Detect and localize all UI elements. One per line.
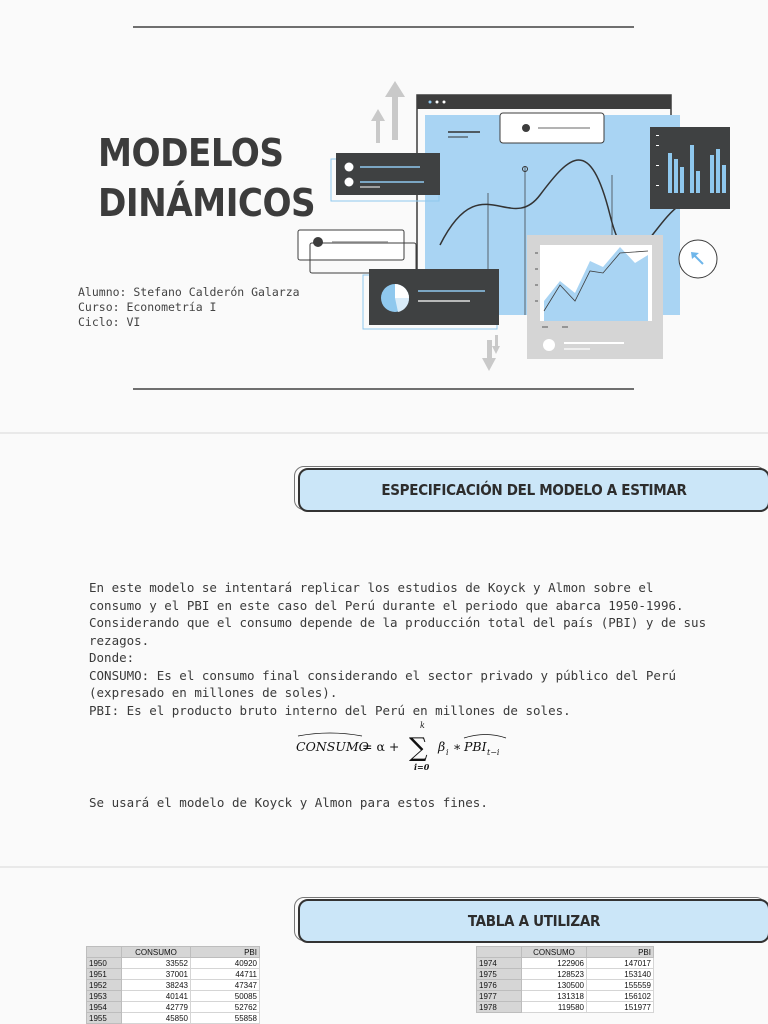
spec-body: [89, 579, 709, 719]
table-row: [477, 991, 654, 1002]
bottom-rule: [133, 388, 634, 390]
year-cell: 1975: [477, 969, 522, 980]
consumo-cell: 45850: [122, 1013, 191, 1024]
table-slide: [0, 868, 768, 1024]
pbi-cell: 55858: [191, 1013, 260, 1024]
year-cell: 1953: [87, 991, 122, 1002]
table-header-cell: CONSUMO: [522, 947, 587, 958]
consumo-cell: 122906: [522, 958, 587, 969]
pbi-cell: 52762: [191, 1002, 260, 1013]
cycle-label: Ciclo: VI: [78, 315, 141, 329]
formula-beta-sub: i: [446, 748, 449, 757]
spec-banner: [298, 468, 768, 512]
table-header-cell: [87, 947, 122, 958]
year-cell: 1977: [477, 991, 522, 1002]
formula-upper: k: [420, 721, 425, 730]
year-cell: 1954: [87, 1002, 122, 1013]
pbi-cell: 44711: [191, 969, 260, 980]
consumo-definition: CONSUMO: Es el consumo final considerando el sector privado y público del Perú (expresado en millones de soles).: [89, 667, 676, 700]
data-table-right: [476, 946, 654, 1013]
student-name: Alumno: Stefano Calderón Galarza: [78, 285, 300, 299]
pbi-cell: 47347: [191, 980, 260, 991]
table-row: [477, 969, 654, 980]
year-cell: 1974: [477, 958, 522, 969]
cover-slide: [0, 0, 768, 432]
consumo-cell: 130500: [522, 980, 587, 991]
down-arrow-icon: [482, 335, 500, 371]
year-cell: 1978: [477, 1002, 522, 1013]
data-table-left: [86, 946, 260, 1024]
list-card: [336, 153, 440, 195]
pbi-cell: 156102: [587, 991, 654, 1002]
table-row: [87, 991, 260, 1002]
table-row: [87, 958, 260, 969]
pbi-definition: PBI: Es el producto bruto interno del Perú en millones de soles.: [89, 702, 571, 718]
year-cell: 1951: [87, 969, 122, 980]
formula-beta: β: [438, 739, 446, 754]
spec-paragraph: En este modelo se intentará replicar los estudios de Koyck y Almon sobre el consumo y el PBI en este caso del Perú durante el periodo que abarca 1950-1996. Considerando que el consumo depende de la producción total del país (PBI) y de sus rezagos.: [89, 580, 707, 648]
year-cell: 1976: [477, 980, 522, 991]
table-row: [87, 1013, 260, 1024]
formula-eq: = α +: [362, 739, 400, 754]
donde-label: Donde:: [89, 650, 135, 665]
top-rule: [133, 26, 634, 28]
consumo-cell: 119580: [522, 1002, 587, 1013]
spec-banner-text: ESPECIFICACIÓN DEL MODELO A ESTIMAR: [381, 481, 687, 499]
year-cell: 1952: [87, 980, 122, 991]
formula-star: ∗: [453, 739, 462, 754]
consumo-cell: 131318: [522, 991, 587, 1002]
consumo-cell: 38243: [122, 980, 191, 991]
consumo-cell: 42779: [122, 1002, 191, 1013]
formula-pbi: PBI: [464, 739, 487, 754]
table-row: [87, 980, 260, 991]
table-row: [477, 958, 654, 969]
formula-lower: i=0: [414, 762, 430, 772]
dashboard-illustration: [290, 75, 730, 375]
table-row: [87, 969, 260, 980]
table-row: [87, 1002, 260, 1013]
consumo-cell: 128523: [522, 969, 587, 980]
formula-pbi-sub: t−i: [487, 748, 500, 757]
cover-title: [98, 128, 315, 228]
course-name: Curso: Econometría I: [78, 300, 217, 314]
year-cell: 1955: [87, 1013, 122, 1024]
table-banner: [298, 899, 768, 943]
table-row: [477, 1002, 654, 1013]
table-header-cell: PBI: [191, 947, 260, 958]
cover-meta: [78, 285, 300, 330]
consumo-cell: 40141: [122, 991, 191, 1002]
consumo-cell: 33552: [122, 958, 191, 969]
pbi-cell: 151977: [587, 1002, 654, 1013]
sum-icon: ∑: [409, 733, 428, 763]
table-banner-text: TABLA A UTILIZAR: [467, 912, 601, 930]
closing-sentence: Se usará el modelo de Koyck y Almon para estos fines.: [89, 795, 488, 810]
table-header-cell: [477, 947, 522, 958]
model-formula: [296, 718, 526, 778]
up-arrow-icon: [371, 81, 405, 143]
pbi-cell: 40920: [191, 958, 260, 969]
year-cell: 1950: [87, 958, 122, 969]
table-header-cell: PBI: [587, 947, 654, 958]
pbi-cell: 153140: [587, 969, 654, 980]
consumo-cell: 37001: [122, 969, 191, 980]
table-header-cell: CONSUMO: [122, 947, 191, 958]
table-row: [477, 980, 654, 991]
pbi-cell: 50085: [191, 991, 260, 1002]
spec-closing: [89, 794, 709, 812]
formula-lhs: CONSUMO: [296, 739, 369, 754]
spec-slide: [0, 434, 768, 866]
pbi-cell: 155559: [587, 980, 654, 991]
pbi-cell: 147017: [587, 958, 654, 969]
title-line-2: DINÁMICOS: [98, 181, 316, 225]
title-line-1: MODELOS: [98, 131, 284, 175]
